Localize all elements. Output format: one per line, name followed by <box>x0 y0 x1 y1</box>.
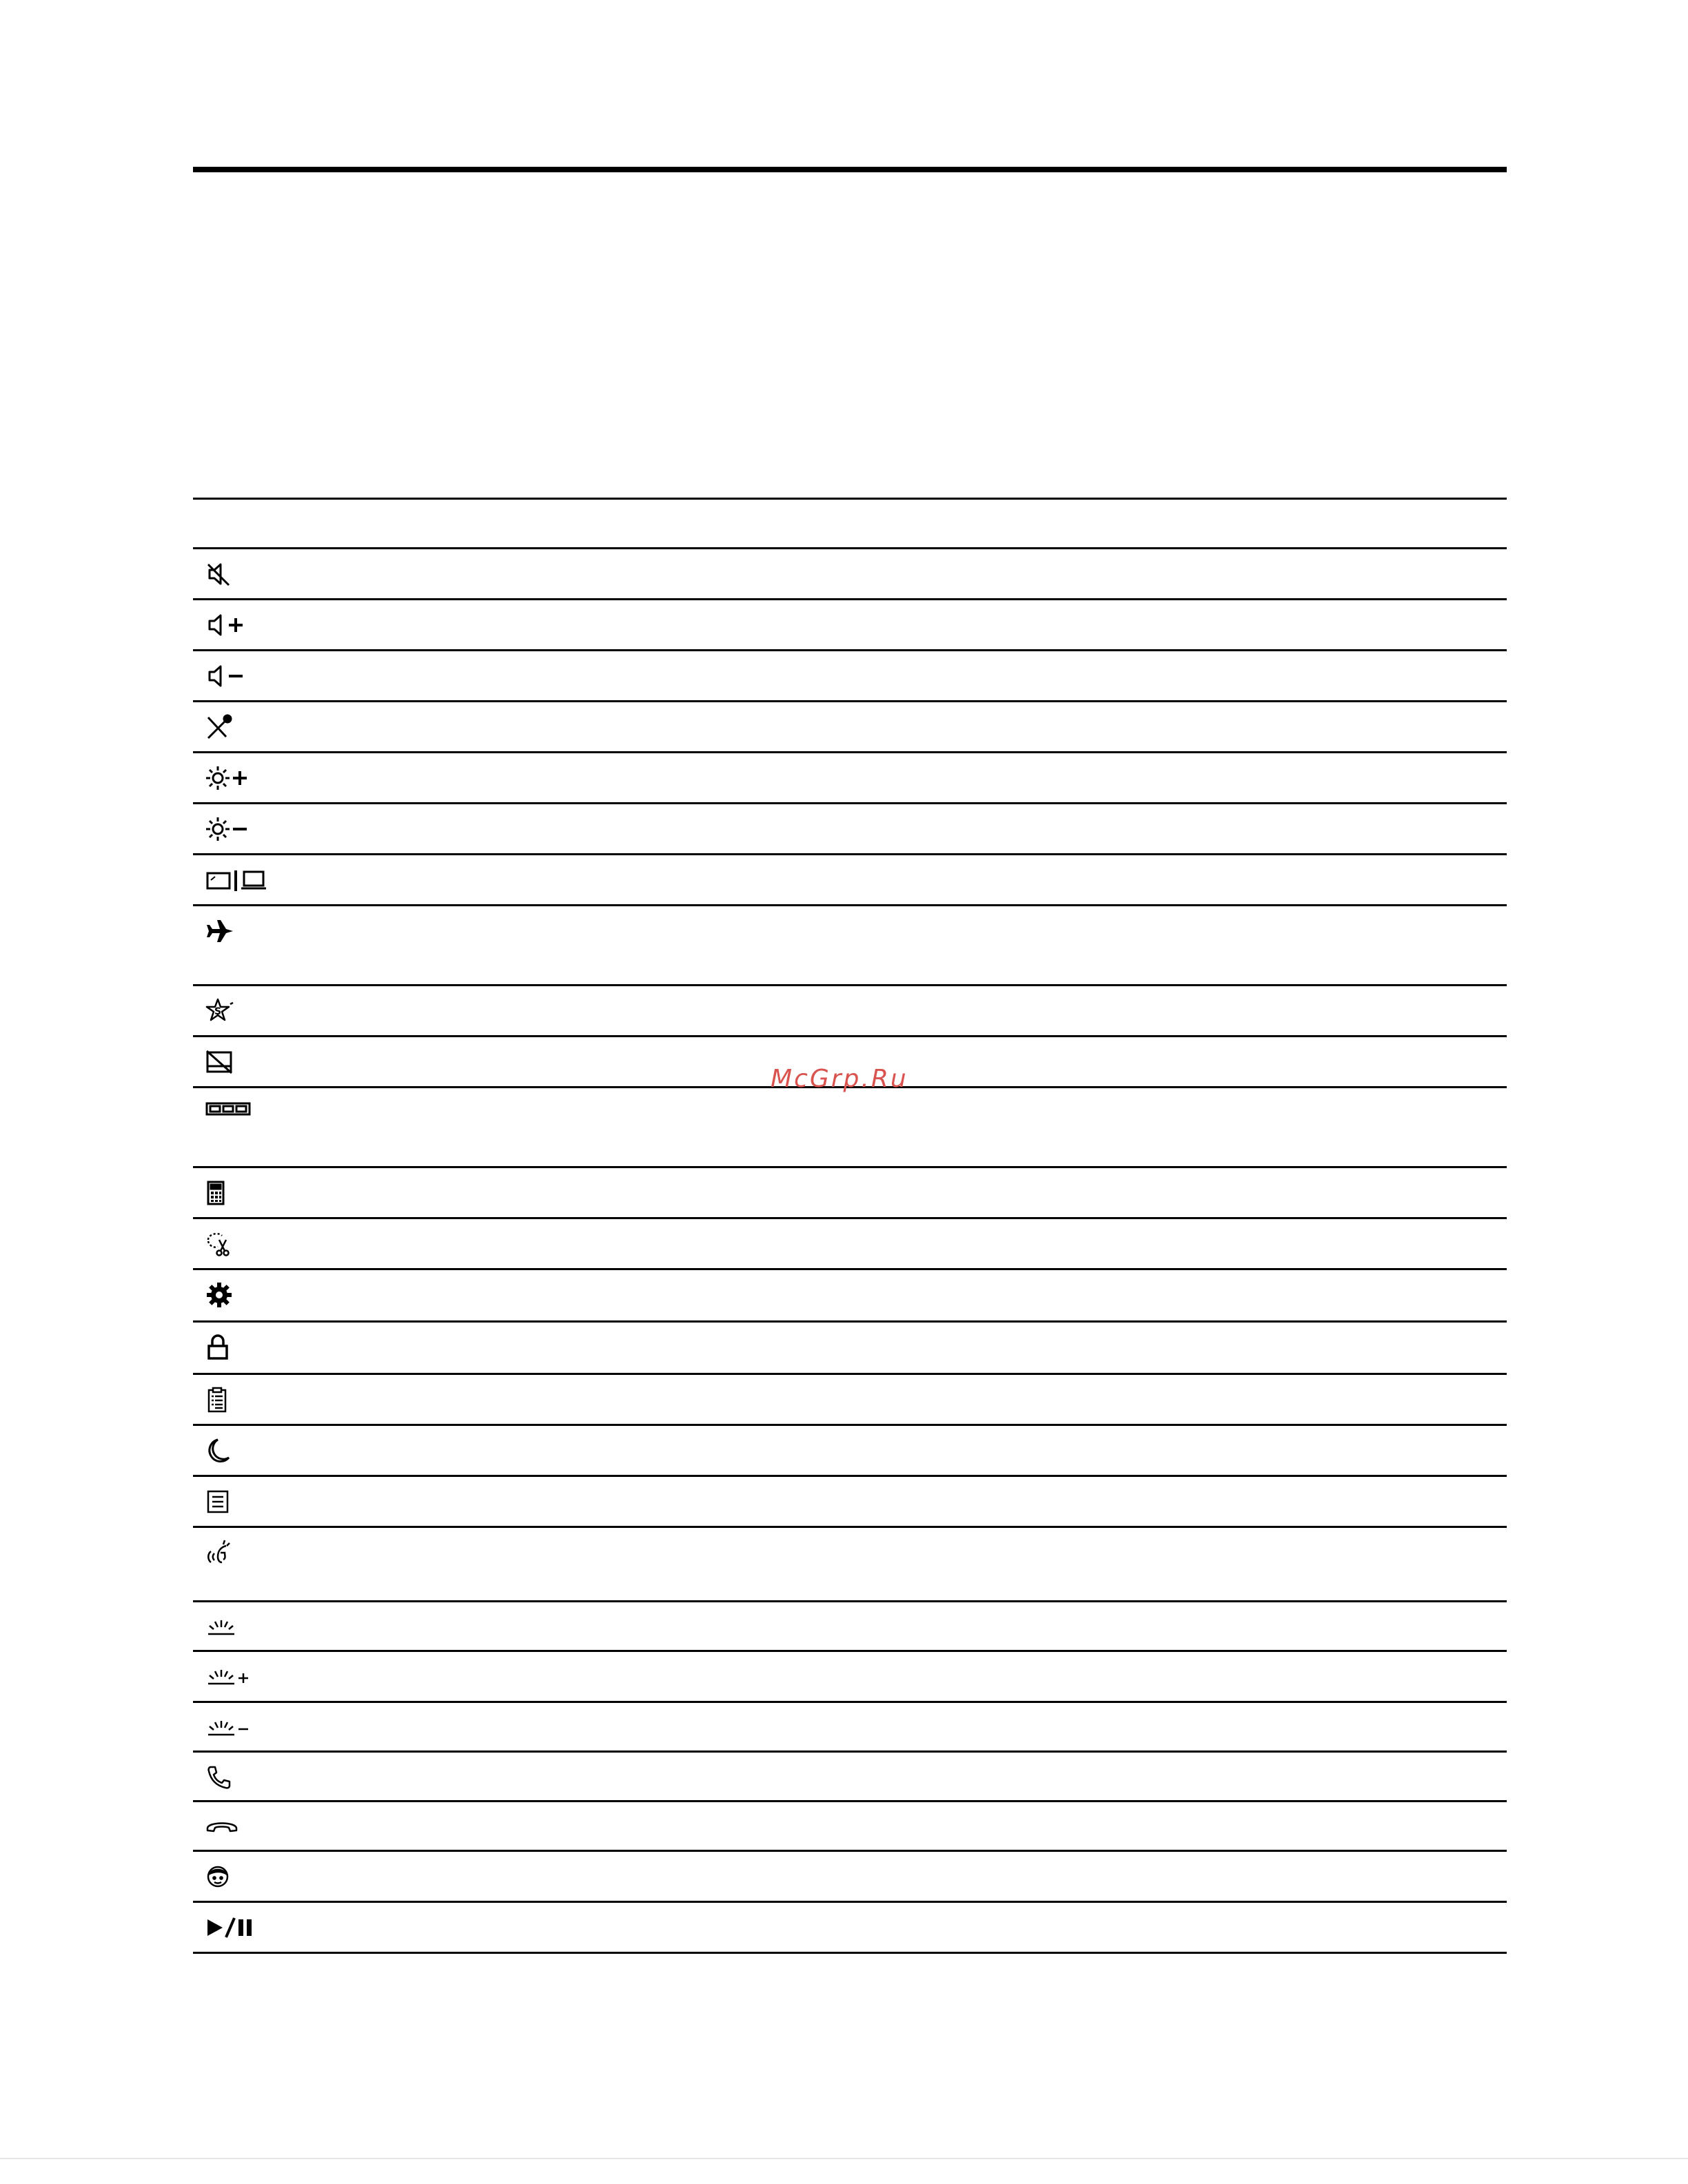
menu-list-icon <box>205 1488 233 1515</box>
table-row <box>193 855 1507 906</box>
touchpad-off-icon <box>205 1048 236 1076</box>
voice-assistant-icon <box>205 1539 233 1566</box>
table-row <box>193 600 1507 651</box>
microphone-mute-icon <box>205 713 233 741</box>
table-row <box>193 1602 1507 1652</box>
play-pause-icon <box>205 1914 258 1941</box>
table-row <box>193 1652 1507 1703</box>
table-row <box>193 1323 1507 1375</box>
table-row <box>193 1528 1507 1602</box>
speaker-mute-icon <box>205 560 233 588</box>
table-row <box>193 804 1507 855</box>
keyboard-icon <box>205 1099 252 1127</box>
user-face-icon <box>205 1863 233 1890</box>
table-row <box>193 651 1507 702</box>
table-row <box>193 549 1507 600</box>
sleep-moon-icon <box>205 1437 233 1464</box>
lock-icon <box>205 1334 233 1361</box>
volume-up-icon <box>205 611 247 639</box>
table-row <box>193 1802 1507 1852</box>
keyboard-backlight-down-icon <box>205 1714 252 1742</box>
calculator-icon <box>205 1179 233 1207</box>
keyboard-backlight-up-icon <box>205 1663 252 1691</box>
task-list-icon <box>205 1386 233 1414</box>
brightness-down-icon <box>205 815 250 843</box>
table-row <box>193 1703 1507 1753</box>
top-rule <box>193 167 1507 172</box>
table-row <box>193 1168 1507 1219</box>
table-row <box>193 1219 1507 1270</box>
table-row <box>193 1852 1507 1903</box>
phone-answer-icon <box>205 1764 233 1791</box>
table-row <box>193 1753 1507 1802</box>
keyboard-backlight-icon <box>205 1613 238 1641</box>
svg-text:S: S <box>214 1006 222 1017</box>
brightness-up-icon <box>205 764 250 792</box>
table-row <box>193 1088 1507 1168</box>
table-row <box>193 906 1507 986</box>
key-function-table <box>193 498 1507 1954</box>
phone-hang-up-icon <box>205 1813 240 1841</box>
bottom-rule <box>0 2158 1688 2159</box>
airplane-mode-icon <box>205 917 236 945</box>
watermark: McGrp.Ru <box>771 1065 908 1093</box>
table-row <box>193 1270 1507 1323</box>
table-row <box>193 702 1507 753</box>
table-row <box>193 1375 1507 1426</box>
table-row <box>193 753 1507 804</box>
display-switch-icon <box>205 866 269 894</box>
settings-gear-icon <box>205 1281 233 1309</box>
table-row <box>193 1903 1507 1954</box>
volume-down-icon <box>205 662 247 690</box>
table-header-row <box>193 500 1507 549</box>
table-row <box>193 1426 1507 1477</box>
smart-settings-icon <box>205 997 236 1025</box>
table-row <box>193 986 1507 1037</box>
snipping-tool-icon <box>205 1230 236 1258</box>
table-row <box>193 1477 1507 1528</box>
